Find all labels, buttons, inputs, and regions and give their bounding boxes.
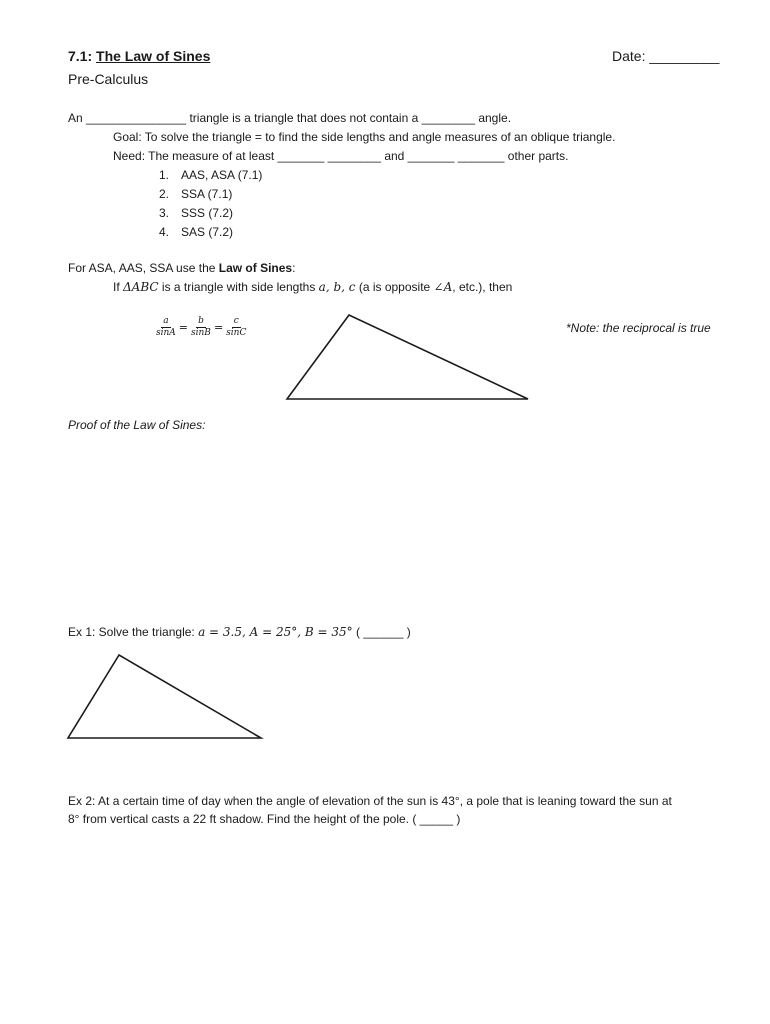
- case-number: 4.: [159, 225, 170, 239]
- law-lead-text: For ASA, AAS, SSA use the: [68, 261, 219, 275]
- equals-sign: =: [213, 321, 224, 334]
- example-1-given: a = 3.5, A = 25°, B = 35°: [198, 625, 353, 639]
- numerator-c: c: [233, 316, 239, 326]
- case-text: AAS, ASA (7.1): [181, 168, 263, 182]
- law-colon: :: [292, 261, 296, 275]
- case-text: SSA (7.1): [181, 187, 233, 201]
- numerator-a: a: [163, 316, 169, 326]
- condition-mid: is a triangle with side lengths: [158, 280, 319, 294]
- need-line: Need: The measure of at least _______ ________ and _______ _______ other parts.: [113, 149, 569, 163]
- condition-if: If: [113, 280, 124, 294]
- equals-sign: =: [178, 321, 189, 334]
- goal-line: Goal: To solve the triangle = to find the side lengths and angle measures of an oblique triangle.: [113, 130, 616, 144]
- section-title: The Law of Sines: [96, 48, 211, 64]
- example-1-lead: Ex 1: Solve the triangle:: [68, 625, 199, 639]
- case-text: SSS (7.2): [181, 206, 234, 220]
- definition-line: An _______________ triangle is a triangle that does not contain a ________ angle.: [68, 111, 512, 125]
- denominator-sinA: sinA: [156, 328, 176, 338]
- law-name: Law of Sines: [218, 261, 293, 275]
- date-field: Date: _________: [612, 48, 720, 64]
- case-number: 3.: [159, 206, 170, 220]
- proof-label: Proof of the Law of Sines:: [68, 418, 206, 432]
- numerator-b: b: [198, 316, 204, 326]
- section-number: 7.1:: [68, 48, 93, 64]
- example-1-blank: ( ______ ): [352, 625, 411, 639]
- side-variables: a, b, c: [318, 280, 356, 294]
- denominator-sinC: sinC: [226, 328, 247, 338]
- case-number: 1.: [159, 168, 170, 182]
- condition-post: (a is opposite: [355, 280, 434, 294]
- triangle-symbol: ΔABC: [123, 280, 159, 294]
- angle-symbol: ∠A: [433, 280, 453, 294]
- example-2-line-2: 8° from vertical casts a 22 ft shadow. Find the height of the pole. ( _____ ): [68, 812, 461, 826]
- case-text: SAS (7.2): [181, 225, 234, 239]
- reciprocal-note: *Note: the reciprocal is true: [566, 321, 711, 335]
- case-number: 2.: [159, 187, 170, 201]
- example-2-line-1: Ex 2: At a certain time of day when the angle of elevation of the sun is 43°, a pole that is leaning toward the sun at: [68, 794, 672, 808]
- course-subtitle: Pre-Calculus: [68, 71, 149, 87]
- denominator-sinB: sinB: [191, 328, 211, 338]
- condition-end: , etc.), then: [452, 280, 513, 294]
